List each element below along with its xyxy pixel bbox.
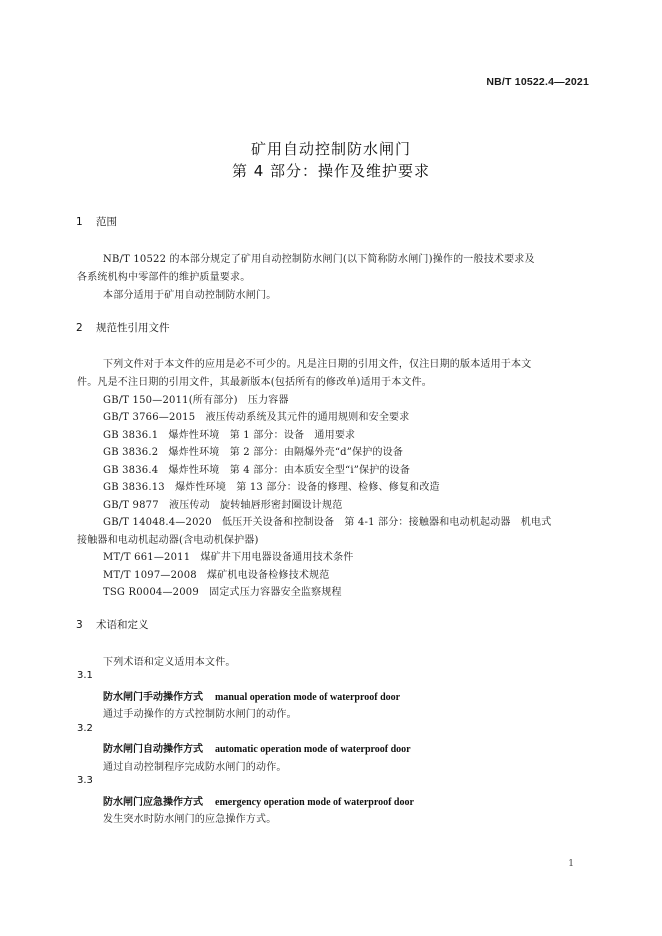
section-1-heading — [76, 214, 117, 229]
refs-intro-line1: 下列文件对于本文件的应用是必不可少的。凡是注日期的引用文件，仅注日期的版本适用于本文 — [103, 359, 532, 370]
term-en: automatic operation mode of waterproof door — [215, 744, 411, 755]
reference-item-continuation: 接触器和电动机起动器(含电动机保护器) — [77, 535, 259, 546]
term-zh: 防水闸门应急操作方式 — [103, 797, 203, 808]
document-title-line1: 矿用自动控制防水闸门 — [250, 140, 411, 158]
reference-item: GB 3836.2 爆炸性环境 第 2 部分：由隔爆外壳“d”保护的设备 — [103, 447, 404, 458]
term-number: 3.1 — [77, 670, 93, 681]
page-number: 1 — [568, 859, 574, 869]
section-number: 3 — [76, 619, 83, 631]
scope-applicability: 本部分适用于矿用自动控制防水闸门。 — [103, 290, 277, 301]
term-number: 3.3 — [77, 775, 93, 786]
standard-code: NB/T 10522.4—2021 — [486, 76, 589, 88]
section-title: 范围 — [96, 216, 117, 228]
section-2-heading — [76, 320, 170, 335]
section-number: 2 — [76, 322, 83, 334]
reference-item: GB 3836.4 爆炸性环境 第 4 部分：由本质安全型“i”保护的设备 — [103, 465, 411, 476]
reference-item: GB/T 3766—2015 液压传动系统及其元件的通用规则和安全要求 — [103, 412, 410, 423]
term-zh: 防水闸门自动操作方式 — [103, 744, 203, 755]
reference-item: GB/T 150—2011(所有部分) 压力容器 — [103, 395, 289, 406]
refs-intro-line2: 件。凡是不注日期的引用文件，其最新版本(包括所有的修改单)适用于本文件。 — [77, 377, 433, 388]
terms-intro: 下列术语和定义适用本文件。 — [103, 657, 236, 668]
reference-item: GB/T 14048.4—2020 低压开关设备和控制设备 第 4-1 部分：接触器和电动机起动器 机电式 — [103, 517, 552, 528]
reference-item: GB 3836.13 爆炸性环境 第 13 部分：设备的修理、检修、修复和改造 — [103, 482, 440, 493]
term-en: manual operation mode of waterproof door — [215, 692, 401, 703]
scope-paragraph-line1: NB/T 10522 的本部分规定了矿用自动控制防水闸门(以下简称防水闸门)操作的一般技术要求及 — [103, 254, 535, 265]
term-definition: 发生突水时防水闸门的应急操作方式。 — [103, 814, 277, 825]
term-heading — [103, 740, 411, 755]
section-title: 术语和定义 — [96, 619, 149, 631]
reference-item: GB 3836.1 爆炸性环境 第 1 部分：设备 通用要求 — [103, 430, 356, 441]
document-title-line2: 第 4 部分：操作及维护要求 — [231, 162, 431, 180]
term-definition: 通过手动操作的方式控制防水闸门的动作。 — [103, 709, 297, 720]
section-3-heading — [76, 617, 149, 632]
reference-item: GB/T 9877 液压传动 旋转轴唇形密封圈设计规范 — [103, 500, 343, 511]
term-heading — [103, 793, 414, 808]
reference-item: MT/T 1097—2008 煤矿机电设备检修技术规范 — [103, 570, 330, 581]
term-definition: 通过自动控制程序完成防水闸门的动作。 — [103, 762, 287, 773]
reference-item: TSG R0004—2009 固定式压力容器安全监察规程 — [103, 587, 342, 598]
term-zh: 防水闸门手动操作方式 — [103, 692, 203, 703]
reference-item: MT/T 661—2011 煤矿井下用电器设备通用技术条件 — [103, 552, 354, 563]
section-title: 规范性引用文件 — [96, 322, 170, 334]
section-number: 1 — [76, 216, 83, 228]
term-number: 3.2 — [77, 723, 93, 734]
term-en: emergency operation mode of waterproof door — [215, 797, 414, 808]
scope-paragraph-line2: 各系统机构中零部件的维护质量要求。 — [77, 272, 251, 283]
term-heading — [103, 688, 400, 703]
